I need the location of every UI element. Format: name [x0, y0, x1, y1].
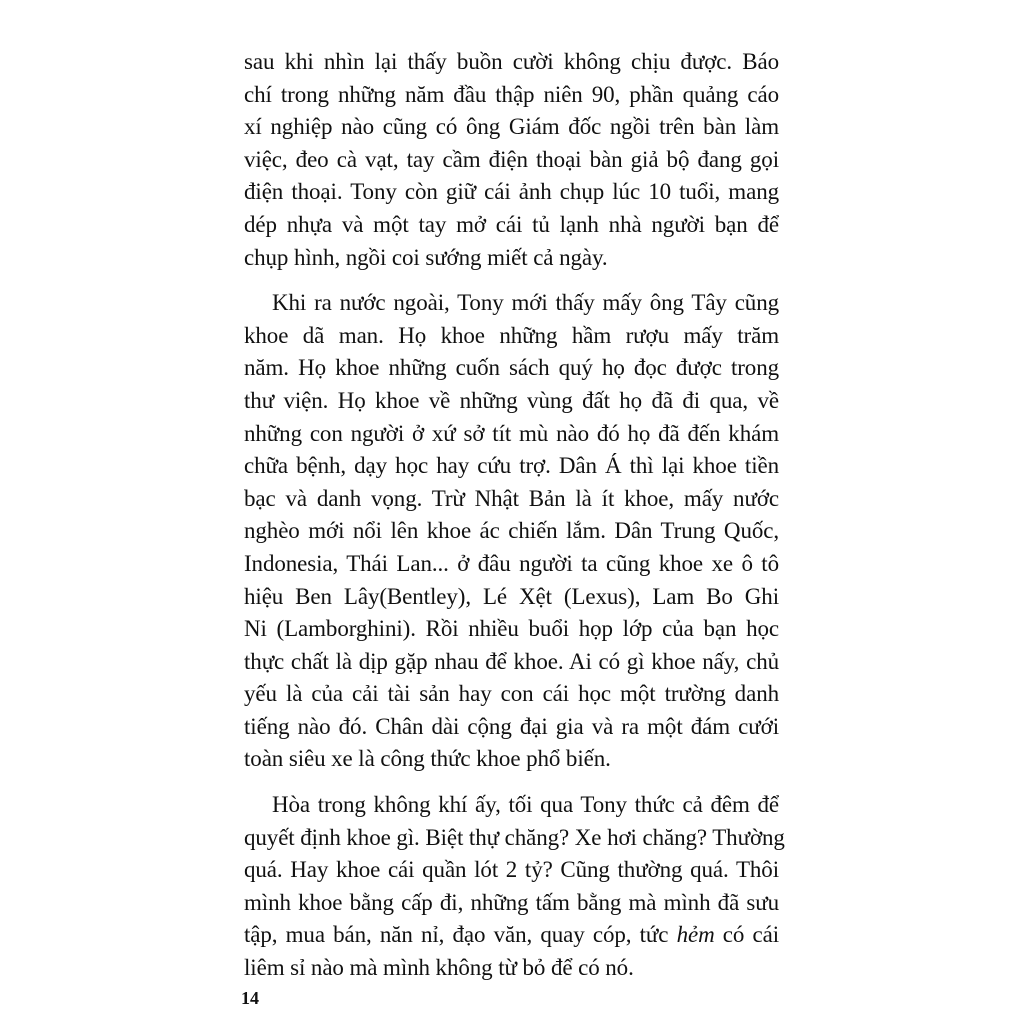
text-line: toàn siêu xe là công thức khoe phổ biến.: [244, 746, 611, 772]
text-line: Indonesia, Thái Lan... ở đâu người ta cũng khoe xe ô tô: [244, 550, 779, 576]
paragraph-gap: [244, 776, 779, 789]
text-line: nghèo mới nổi lên khoe ác chiến lắm. Dân Trung Quốc,: [244, 518, 779, 544]
text-line: xí nghiệp nào cũng có ông Giám đốc ngồi trên bàn làm: [244, 114, 779, 140]
text-line: Ni (Lamborghini). Rồi nhiều buổi họp lớp của bạn học: [244, 616, 779, 642]
text-line: những con người ở xứ sở tít mù nào đó họ đã đến khám: [244, 420, 779, 446]
text-line: chụp hình, ngồi coi sướng miết cả ngày.: [244, 244, 608, 270]
text-line: mình khoe bằng cấp đi, những tấm bằng mà mình đã sưu: [244, 889, 779, 915]
text-line: thư viện. Họ khoe về những vùng đất họ đã đi qua, về: [244, 387, 779, 413]
emphasis-text: hẻm: [676, 922, 715, 948]
paragraph-3: [244, 789, 785, 985]
text-line: Khi ra nước ngoài, Tony mới thấy mấy ông Tây cũng: [272, 290, 779, 316]
paragraph-1: [244, 46, 779, 274]
paragraph-gap: [244, 274, 779, 287]
text-line: việc, đeo cà vạt, tay cầm điện thoại bàn giả bộ đang gọi: [244, 146, 779, 172]
text-line: chữa bệnh, dạy học hay cứu trợ. Dân Á thì lại khoe tiền: [244, 453, 779, 479]
text-line: quá. Hay khoe cái quần lót 2 tỷ? Cũng thường quá. Thôi: [244, 857, 779, 883]
text-line: quyết định khoe gì. Biệt thự chăng? Xe hơi chăng? Thường: [244, 824, 785, 850]
text-line: năm. Họ khoe những cuốn sách quý họ đọc được trong: [244, 355, 779, 381]
page-number: 14: [241, 988, 259, 1008]
text-line: khoe dã man. Họ khoe những hầm rượu mấy trăm: [244, 322, 779, 348]
text-line: chí trong những năm đầu thập niên 90, phần quảng cáo: [244, 81, 779, 107]
text-line: thực chất là dịp gặp nhau để khoe. Ai có gì khoe nấy, chủ: [244, 648, 779, 674]
body-text: [244, 46, 785, 985]
text-line: bạc và danh vọng. Trừ Nhật Bản là ít khoe, mấy nước: [244, 485, 779, 511]
text-line: hiệu Ben Lây(Bentley), Lé Xệt (Lexus), Lam Bo Ghi: [244, 583, 779, 609]
text-line: yếu là của cải tài sản hay con cái học một trường danh: [244, 681, 779, 707]
text-line: liêm sỉ nào mà mình không từ bỏ để có nó.: [244, 955, 634, 981]
text-line: tiếng nào đó. Chân dài cộng đại gia và ra một đám cưới: [244, 713, 779, 739]
paragraph-2: [244, 287, 779, 776]
text-line: Hòa trong không khí ấy, tối qua Tony thức cả đêm để: [272, 792, 779, 818]
text-line: sau khi nhìn lại thấy buồn cười không chịu được. Báo: [244, 49, 779, 74]
text-line: dép nhựa và một tay mở cái tủ lạnh nhà người bạn để: [244, 211, 779, 237]
text-line: tập, mua bán, năn nỉ, đạo văn, quay cóp, tức hẻm có cái: [244, 922, 779, 948]
text-line: điện thoại. Tony còn giữ cái ảnh chụp lúc 10 tuổi, mang: [244, 179, 779, 205]
